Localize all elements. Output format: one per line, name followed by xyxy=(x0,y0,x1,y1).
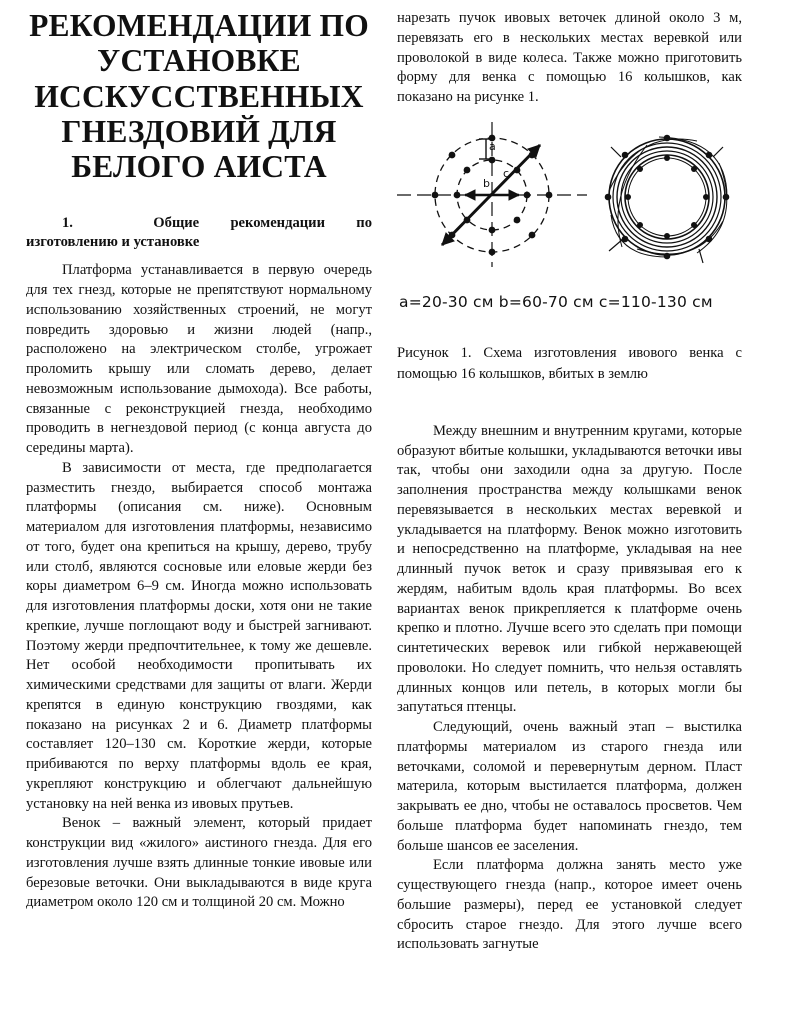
figure-1 xyxy=(397,117,742,331)
label-a: a xyxy=(489,139,496,153)
right-column xyxy=(397,0,742,955)
paragraph-platform: Платформа устанавливается в первую очередь для тех гнезд, которые не препятствуют нормальному использованию хозяйственных строений, не могут повредить здоровью и жизни людей (напр., расположено на электрическом столбе, угрожает проломить крышу или сломать дерево, делает невозможным использование дымохода). Все работы, связанные с реконструкцией гнезда, необходимо проводить в негнездовой период (с конца августа до середины марта). xyxy=(26,262,372,457)
paragraph-replace: Если платформа должна занять место уже существующего гнезда (напр., которое имеет очень большие размеры), перед ее установкой следует сбросить старое гнездо. Для этого лучше всего использовать загнутые xyxy=(397,857,742,953)
left-column xyxy=(26,0,372,913)
figure-dimensions: a=20-30 см b=60-70 см c=110-130 см xyxy=(399,292,713,311)
section-number: 1. xyxy=(62,215,73,232)
figure-caption: Рисунок 1. Схема изготовления ивового венка с помощью 16 колышков, вбитых в землю xyxy=(397,344,742,382)
label-c: c xyxy=(503,166,510,180)
paragraph-materials: В зависимости от места, где предполагается разместить гнездо, выбирается способ монтажа платформы (описания см. ниже). Основным материалом для изготовления платформы, независимо от того, будет она крепиться на крышу, дерево, трубу или столб, являются сосновые или еловые жерди без коры диаметром 6–9 см. Иногда можно использовать для изготовления платформы доски, хотя они не такие крепкие, лучше поглощают воду и быстрей загнивают. Поэтому жерди предпочтительнее, к тому же дешевле. Нет особой необходимости пропитывать их химическими средствами для защиты от влаги. Жерди крепятся в единую конструкцию гвоздями, как показано на рисунках 2 и 6. Диаметр платформы составляет 120–130 см. Короткие жерди, которые прибиваются по верху платформы вдоль ее края, укрепляют конструкцию и облегчают дальнейшую установку на ней венка из ивовых прутьев. xyxy=(26,459,372,812)
paragraph-lining: Следующий, очень важный этап – выстилка платформы материалом из старого гнезда или веточками, соломой и перевернутым дерном. Пласт материла, которым выстилается платформа, должен закрывать ее дно, чтобы не оставалось просветов. Чем больше платформа будет напоминать гнездо, тем больше шансов ее заселения. xyxy=(397,719,742,854)
label-b: b xyxy=(483,176,490,190)
paragraph-weaving: Между внешним и внутренним кругами, которые образуют вбитые колышки, укладываются веточки ивы так, чтобы они заходили одна за другую. После заполнения пространства между колышками венок перевязывается в нескольких местах веревкой и укладывается на платформу. Венок можно изготовить и непосредственно на платформе, укладывая на нее длинный пучок веток и сразу привязывая его к жердям, набитым вдоль края платформы. Во всех вариантах венок прикрепляется к платформе очень крепко и плотно. Лучше всего это сделать при помощи синтетических веревок или гибкой нержавеющей проволоки. Но следует помнить, что нельзя оставлять длинных концов или петель, в которых могли бы запутаться птенцы. xyxy=(397,422,742,716)
paragraph-wreath: Венок – важный элемент, который придает конструкции вид «жилого» аистиного гнезда. Для его изготовления лучше взять длинные тонкие ивовые или березовые веточки. Они выкладываются в виде круга диаметром около 120 см и толщиной 20 см. Можно xyxy=(26,815,372,911)
paragraph-wreath-cont: нарезать пучок ивовых веточек длиной около 3 м, перевязать его в нескольких местах веревкой или проволокой в виде колеса. Также можно приготовить форму для венка с помощью 16 колышков, как показано на рисунке 1. xyxy=(397,10,742,105)
wreath-pegs xyxy=(605,134,730,259)
page-title: РЕКОМЕНДАЦИИ ПО УСТАНОВКЕ ИССКУССТВЕННЫХ ГНЕЗДОВИЙ ДЛЯ БЕЛОГО АИСТА xyxy=(29,8,369,185)
section-title: Общие рекомендации по изготовлению и установке xyxy=(26,215,372,251)
section-heading xyxy=(26,214,372,252)
wreath-scheme-drawing xyxy=(397,117,742,287)
